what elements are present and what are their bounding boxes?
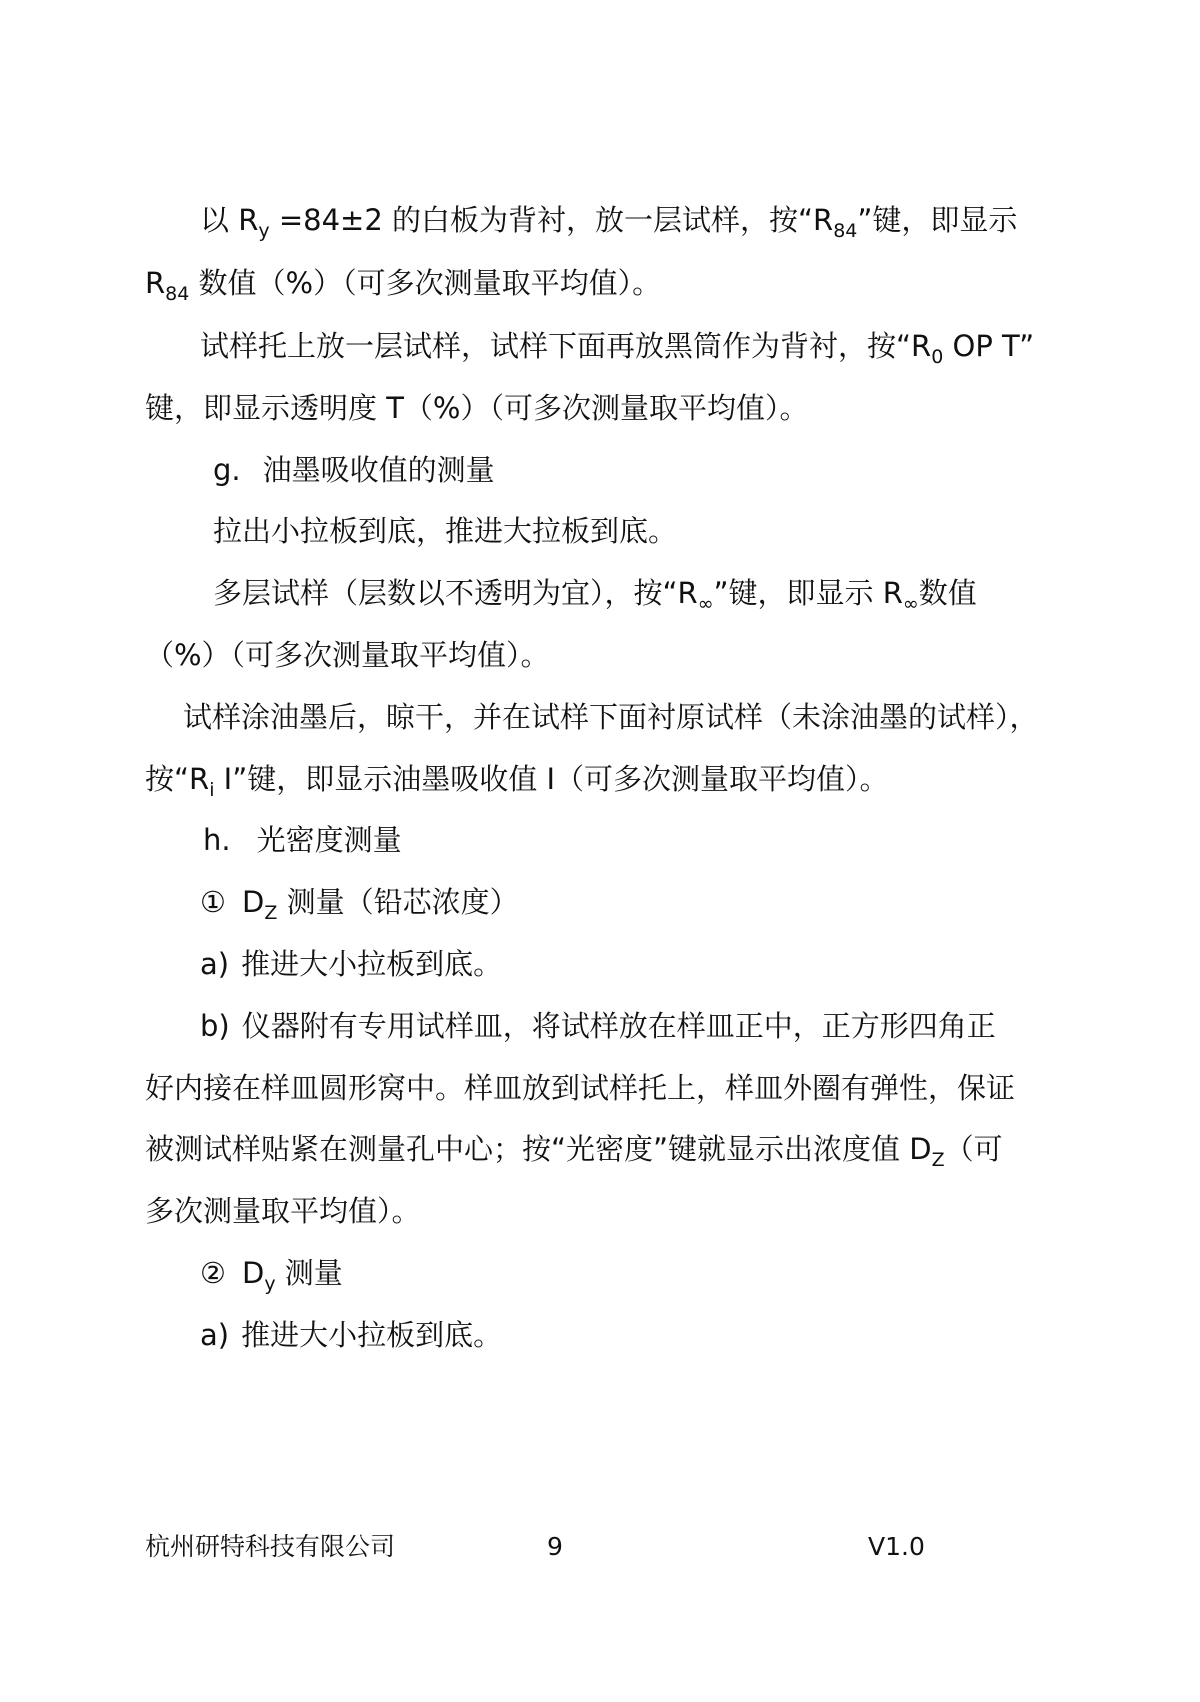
dz-step-b-line1: b) 仪器附有专用试样皿，将试样放在样皿正中，正方形四角正 (200, 1009, 996, 1043)
section-g-label: g. (213, 453, 241, 487)
footer-company: 杭州研特科技有限公司 (145, 1532, 396, 1561)
footer-version: V1.0 (868, 1532, 925, 1561)
paragraph-pull-plates: 拉出小拉板到底，推进大拉板到底。 (213, 514, 678, 548)
paragraph-r-infinity-line2: （%）（可多次测量取平均值）。 (145, 638, 550, 672)
subsection-dy-heading: ② $D_y$ 测量 (200, 1256, 343, 1295)
subsection-dz-heading: ① $D_Z$ 测量（铅芯浓度） (200, 885, 519, 924)
dz-step-b-line4: 多次测量取平均值）。 (145, 1194, 421, 1228)
circled-one-marker: ① (200, 885, 226, 919)
circled-two-marker: ② (200, 1256, 226, 1290)
paragraph-r-infinity-line1: 多层试样（层数以不透明为宜），按“$R_\infty$”键，即显示 $R_\infty$数值 (213, 576, 977, 615)
dz-step-b-line3: 被测试样贴紧在测量孔中心；按“光密度”键就显示出浓度值 $D_Z$（可 (145, 1132, 1003, 1171)
paragraph-opacity-line1: 试样托上放一层试样，试样下面再放黑筒作为背衬，按“$R_0$ OP T” (200, 329, 1035, 368)
section-h-label: h. (203, 823, 231, 857)
paragraph-ink-line2: 按“$R_i$ I”键，即显示油墨吸收值 I（可多次测量取平均值）。 (145, 762, 889, 801)
step-label: a) (200, 947, 230, 981)
footer-page-number: 9 (547, 1532, 563, 1561)
section-g-heading (213, 450, 495, 490)
paragraph-r84-line2: $R_{84}$ 数值（%）（可多次测量取平均值）。 (145, 266, 662, 305)
paragraph-ink-line1: 试样涂油墨后，晾干，并在试样下面衬原试样（未涂油墨的试样）， (183, 700, 1039, 734)
dz-step-b-line2: 好内接在样皿圆形窝中。样皿放到试样托上，样皿外圈有弹性，保证 (145, 1071, 1016, 1105)
paragraph-r84-line1: 以 $R_y =84\pm 2$ 的白板为背衬，放一层试样，按“$R_{84}$”键，即显示 (200, 203, 1018, 242)
paragraph-opacity-line2: 键，即显示透明度 T（%）（可多次测量取平均值）。 (145, 391, 809, 425)
section-h-heading (203, 820, 402, 860)
section-g-title: 油墨吸收值的测量 (262, 453, 495, 487)
section-h-title: 光密度测量 (256, 823, 402, 857)
step-label: a) (200, 1318, 230, 1352)
dz-step-a: a) 推进大小拉板到底。 (200, 947, 503, 981)
dy-step-a: a) 推进大小拉板到底。 (200, 1318, 503, 1352)
step-label: b) (200, 1009, 230, 1043)
